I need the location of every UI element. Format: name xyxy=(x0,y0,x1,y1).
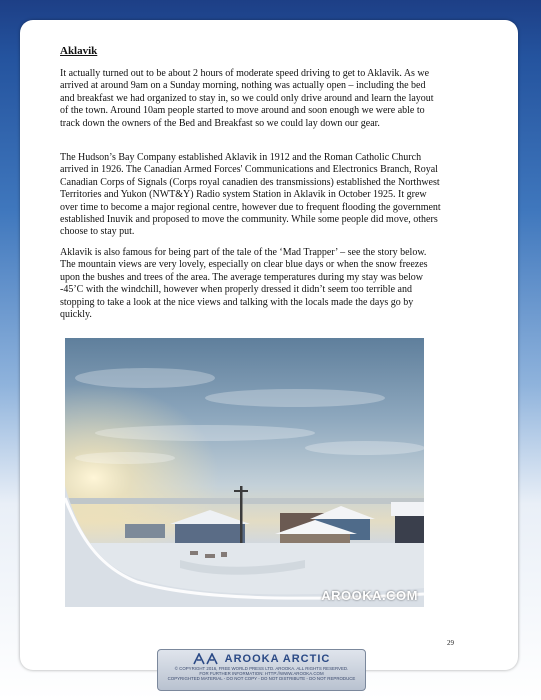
page-number: 29 xyxy=(447,639,454,647)
footer-info-line: FOR FURTHER INFORMATION: HTTP://WWW.AROOKA.COM xyxy=(199,671,324,677)
photo-watermark: AROOKA.COM xyxy=(321,588,418,603)
footer-copyright-line: © COPYRIGHT 2016, FREE WORLD PRESS LTD. AROOKA. ALL RIGHTS RESERVED. xyxy=(174,666,349,671)
aklavik-town-photo xyxy=(65,338,424,607)
footer-brand-name: AROOKA ARCTIC xyxy=(224,653,331,665)
paragraph-1: It actually turned out to be about 2 hours of moderate speed driving to get to Aklavik. As we arrived at around 9am on a Sunday morning, nothing was actually open – including the bed and breakfast we had organized to stay in, so we could only drive around and learn the layout of the town. Around 10am people started to move around and soon enough we were able to track down the owners of the Bed and Breakfast so we could lay down our gear. xyxy=(60,68,434,129)
copyright-footer xyxy=(157,649,366,691)
footer-notice-line: COPYRIGHTED MATERIAL - DO NOT COPY - DO NOT DISTRIBUTE - DO NOT REPRODUCE xyxy=(167,676,356,682)
paragraph-3: Aklavik is also famous for being part of the tale of the ‘Mad Trapper’ – see the story below. The mountain views are very lovely, especially on clear blue days or when the snow freezes upon the bushes and trees of the area. The average temperatures during my stay was below -45’C with the windchill, however when properly dressed it didn’t seem too terrible and stopping to take a look at the nice views and talking with the locals made the days go by quickly. xyxy=(60,247,428,321)
arooka-logo-icon xyxy=(193,653,219,665)
section-heading: Aklavik xyxy=(60,45,98,57)
photo-scene xyxy=(65,338,424,607)
footer-brand xyxy=(158,652,365,666)
paragraph-2: The Hudson’s Bay Company established Aklavik in 1912 and the Roman Catholic Church arrived in 1926. The Canadian Armed Forces' Communications and Electronics Branch, Royal Canadian Corps of Signals (Corps royal canadien des transmissions) established the Northwest Territories and Yukon (NWT&Y) Radio system Station in Aklavik in October 1925. It grew over time to become a major regional centre, however due to frequent flooding the government established Inuvik and proposed to move the community. While some people did move, others choose to stay put. xyxy=(60,152,441,238)
